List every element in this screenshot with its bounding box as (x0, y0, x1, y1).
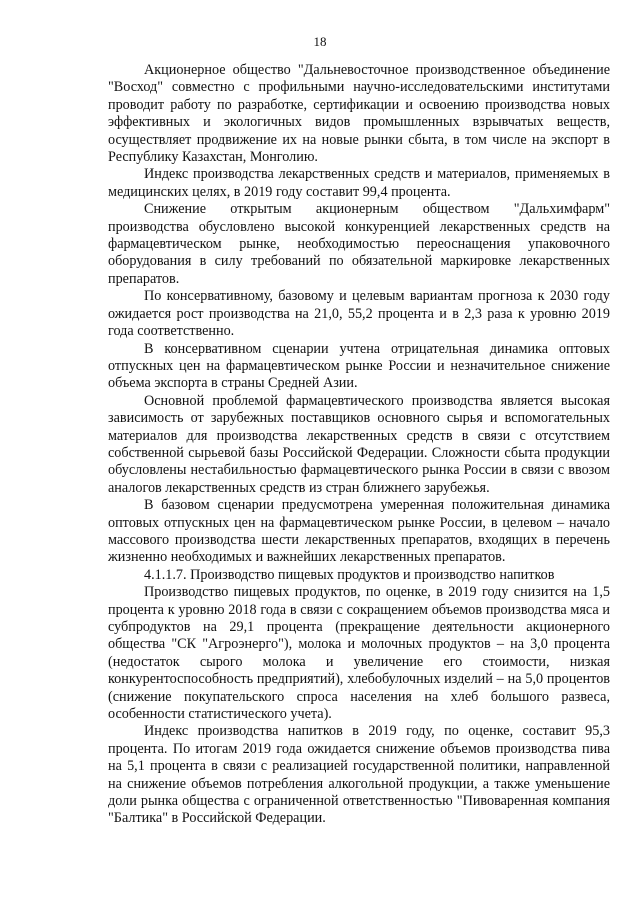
paragraph-food-production: Производство пищевых продуктов, по оценке, в 2019 году снизится на 1,5 процента к уровню 2018 года в связи с сокращением объемов производства мяса и субпродуктов на 29,1 процента (прекращение деятельности акционерного общества "СК "Агроэнерго"), молока и молочных продуктов – на 3,0 процента (недостаток сырого молока и увеличение его стоимости, низкая конкурентоспособность предприятий), хлебобулочных изделий – на 5,0 процентов (снижение покупательского спроса населения на хлеб большого развеса, особенности статистического учета). (108, 584, 610, 723)
paragraph-dalkhimfarm: Снижение открытым акционерным обществом "Дальхимфарм" производства обусловлено высокой конкуренцией лекарственных средств на фармацевтическом рынке, необходимостью переоснащения упаковочного оборудования в силу требований по обязательной маркировке лекарственных препаратов. (108, 201, 610, 287)
paragraph-base-scenario: В базовом сценарии предусмотрена умеренная положительная динамика оптовых отпускных цен на фармацевтическом рынке России, в целевом – начало массового производства шести лекарственных препаратов, входящих в перечень жизненно необходимых и важнейших лекарственных препаратов. (108, 497, 610, 566)
paragraph-beverages: Индекс производства напитков в 2019 году, по оценке, составит 95,3 процента. По итогам 2019 года ожидается снижение объемов производства пива на 5,1 процента в связи с реализацией государственной политики, направленной на снижение объемов потребления алкогольной продукции, а также уменьшение доли рынка общества с ограниченной ответственностью "Пивоваренная компания "Балтика" в Российской Федерации. (108, 723, 610, 827)
paragraph-vostok: Акционерное общество "Дальневосточное производственное объединение "Восход" совместно с профильными научно-исследовательскими институтами проводит работу по разработке, сертификации и освоению производства новых эффективных и экологичных видов промышленных взрывчатых веществ, осуществляет продвижение их на новые рынки сбыта, в том числе на экспорт в Республику Казахстан, Монголию. (108, 62, 610, 166)
page-number: 18 (313, 34, 327, 49)
paragraph-medicine-index: Индекс производства лекарственных средств и материалов, применяемых в медицинских целях, в 2019 году составит 99,4 процента. (108, 166, 610, 200)
body-text (108, 62, 610, 828)
paragraph-forecast-2030: По консервативному, базовому и целевым вариантам прогноза к 2030 году ожидается рост производства на 21,0, 55,2 процента и в 2,3 раза к уровню 2019 года соответственно. (108, 288, 610, 340)
paragraph-pharma-problem: Основной проблемой фармацевтического производства является высокая зависимость от зарубежных поставщиков основного сырья и вспомогательных материалов для производства лекарственных средств в связи с отсутствием собственной сырьевой базы Российской Федерации. Сложности сбыта продукции обусловлены нестабильностью фармацевтического рынка России в связи с ввозом аналогов лекарственных средств из стран ближнего зарубежья. (108, 392, 610, 496)
paragraph-conservative-scenario: В консервативном сценарии учтена отрицательная динамика оптовых отпускных цен на фармацевтическом рынке России и незначительное снижение объема экспорта в страны Средней Азии. (108, 340, 610, 392)
section-heading: 4.1.1.7. Производство пищевых продуктов и производство напитков (144, 566, 555, 583)
